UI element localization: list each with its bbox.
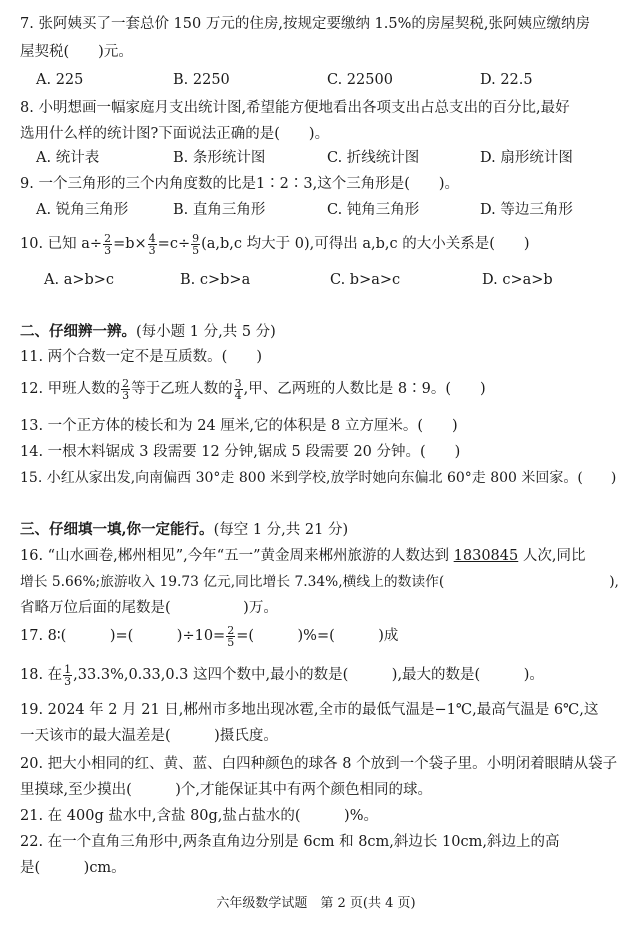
q9-option-a: A. 锐角三角形 [36,202,129,218]
q7-option-c: C. 22500 [327,72,393,88]
q10-option-d: D. c>a>b [482,272,553,288]
q8-options [20,148,620,168]
q7-stem-line1: 7. 张阿姨买了一套总价 150 万元的住房,按规定要缴纳 1.5%的房屋契税,张阿姨应缴纳房 [20,16,590,32]
q19-stem-line2: 一天该市的最大温差是( )摄氏度。 [20,728,278,744]
q8-option-d: D. 扇形统计图 [480,150,573,166]
q10-fraction-2-numerator: 4 [148,231,156,245]
q17-text-post: =( )%=( )成 [236,628,399,644]
q17-fraction-denominator: 5 [227,635,235,649]
q12-fraction-1-denominator: 3 [122,388,130,402]
q17-text-pre: 17. 8∶( )=( )÷10= [20,628,226,644]
q18-text-post: ,33.3%,0.33,0.3 这四个数中,最小的数是( ),最大的数是( )。 [73,667,544,683]
q7-option-a: A. 225 [36,72,84,88]
q10-fraction-3-numerator: 9 [192,231,200,245]
q10-fraction-3-denominator: 5 [192,243,200,257]
q9-option-b: B. 直角三角形 [173,202,266,218]
section-3-title [20,520,348,540]
q10-fraction-3 [191,233,200,256]
q21-stem: 21. 在 400g 盐水中,含盐 80g,盐占盐水的( )%。 [20,808,378,824]
section-2-heading: 二、仔细辨一辨。 [20,323,136,340]
q10-text-post: (a,b,c 均大于 0),可得出 a,b,c 的大小关系是( ) [201,236,530,252]
q10-option-a: A. a>b>c [44,272,115,288]
q9-stem: 9. 一个三角形的三个内角度数的比是1∶2∶3,这个三角形是( )。 [20,176,460,192]
q9-option-c: C. 钝角三角形 [327,202,420,218]
q22-stem-line1: 22. 在一个直角三角形中,两条直角边分别是 6cm 和 8cm,斜边长 10cm,斜边上的高 [20,834,560,850]
q12-text-pre: 12. 甲班人数的 [20,381,121,397]
section-3-heading: 三、仔细填一填,你一定能行。 [20,521,214,538]
q7-options [20,70,620,90]
q16-text-pre: 16. “山水画卷,郴州相见”,今年“五一”黄金周来郴州旅游的人数达到 [20,548,454,564]
q16-stem-line3: 省略万位后面的尾数是( )万。 [20,600,278,616]
q14-stem: 14. 一根木料锯成 3 段需要 12 分钟,锯成 5 段需要 20 分钟。( ) [20,444,461,460]
q20-stem-line2: 里摸球,至少摸出( )个,才能保证其中有两个颜色相同的球。 [20,782,433,798]
q10-fraction-2-denominator: 3 [148,243,156,257]
q17-stem [20,624,398,648]
q10-options [20,270,620,290]
q12-stem [20,377,486,401]
q9-options [20,200,620,220]
section-3-note: (每空 1 分,共 21 分) [213,522,349,538]
q17-fraction [226,625,235,648]
q10-option-b: B. c>b>a [180,272,251,288]
q8-stem-line1: 8. 小明想画一幅家庭月支出统计图,希望能方便地看出各项支出占总支出的百分比,最好 [20,100,570,116]
q16-stem-line2: 增长 5.66%;旅游收入 19.73 亿元,同比增长 7.34%,横线上的数读作( ), [20,574,619,590]
q8-stem-line2: 选用什么样的统计图?下面说法正确的是( )。 [20,126,330,142]
q12-fraction-2-denominator: 4 [234,388,242,402]
q20-stem-line1: 20. 把大小相同的红、黄、蓝、白四种颜色的球各 8 个放到一个袋子里。小明闭着眼睛从袋子 [20,756,618,772]
section-2-title [20,322,276,342]
q9-option-d: D. 等边三角形 [480,202,573,218]
q18-text-pre: 18. 在 [20,667,63,683]
q7-option-d: D. 22.5 [480,72,533,88]
q16-text-post: 人次,同比 [518,548,586,564]
q10-text-mid1: =b× [113,236,147,252]
section-2-note: (每小题 1 分,共 5 分) [136,324,276,340]
q11-stem: 11. 两个合数一定不是互质数。( ) [20,349,262,365]
q16-underlined-number: 1830845 [453,548,519,564]
q12-text-mid: 等于乙班人数的 [131,381,233,397]
q8-option-c: C. 折线统计图 [327,150,420,166]
q22-stem-line2: 是( )cm。 [20,860,126,876]
q18-fraction-numerator: 1 [64,662,72,676]
q10-option-c: C. b>a>c [330,272,401,288]
q12-fraction-1-numerator: 2 [122,376,130,390]
q7-option-b: B. 2250 [173,72,230,88]
q17-fraction-numerator: 2 [227,623,235,637]
q12-fraction-2 [234,378,243,401]
q13-stem: 13. 一个正方体的棱长和为 24 厘米,它的体积是 8 立方厘米。( ) [20,418,458,434]
q12-text-post: ,甲、乙两班的人数比是 8∶9。( ) [243,381,486,397]
q8-option-a: A. 统计表 [36,150,100,166]
q8-option-b: B. 条形统计图 [173,150,266,166]
q10-fraction-1-denominator: 3 [104,243,112,257]
q10-text-mid2: =c÷ [157,236,191,252]
page-footer: 六年级数学试题 第 2 页(共 4 页) [216,896,416,911]
q12-fraction-2-numerator: 3 [234,376,242,390]
q19-stem-line1: 19. 2024 年 2 月 21 日,郴州市多地出现冰雹,全市的最低气温是−1℃,最高气温是 6℃,这 [20,702,599,718]
q18-fraction [63,664,72,687]
q10-fraction-2 [148,233,157,256]
q7-stem-line2: 屋契税( )元。 [20,44,133,60]
q10-stem [20,232,530,256]
q15-stem: 15. 小红从家出发,向南偏西 30°走 800 米到学校,放学时她向东偏北 60°走 800 米回家。( ) [20,470,617,486]
q18-fraction-denominator: 3 [64,674,72,688]
q10-fraction-1-numerator: 2 [104,231,112,245]
q18-stem [20,663,544,687]
q10-fraction-1 [103,233,112,256]
q12-fraction-1 [121,378,130,401]
q10-text-pre: 10. 已知 a÷ [20,236,103,252]
q16-stem-line1 [20,546,585,566]
